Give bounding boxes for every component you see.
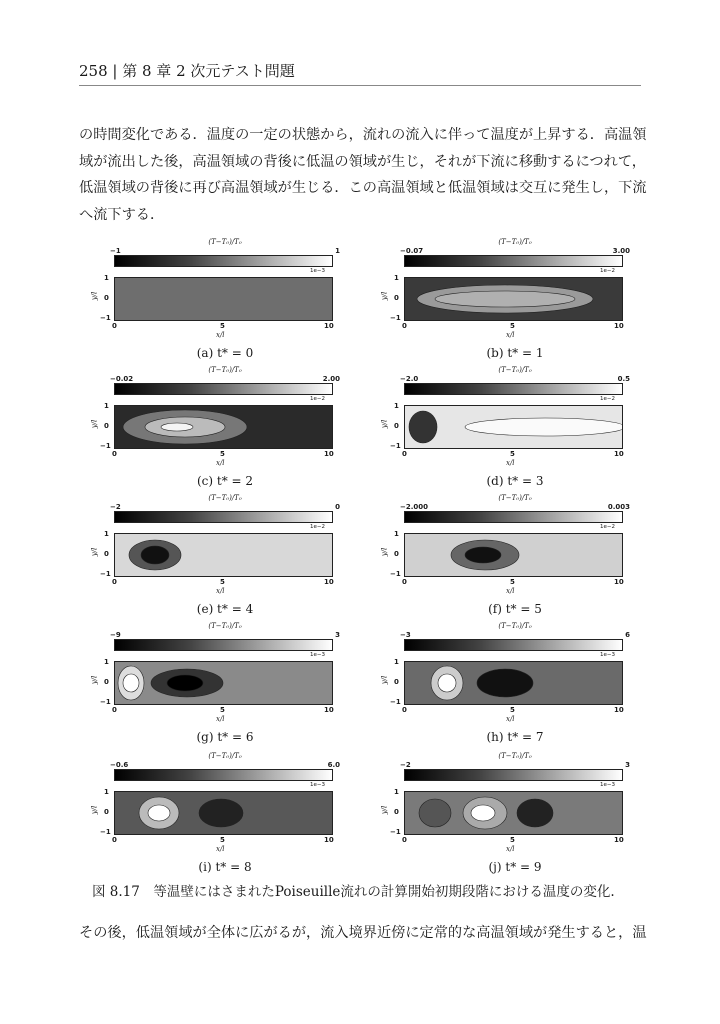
text-line: 低温領域の背後に再び高温領域が生じる．この高温領域と低温領域は交互に発生し，下流	[79, 180, 647, 196]
y-tick: 0	[104, 422, 109, 430]
panel-caption: (f) t* = 5	[488, 602, 542, 616]
x-axis-label: x/l	[506, 331, 515, 339]
colorbar-title: (T−T₀)/T₀	[498, 366, 532, 374]
colorbar	[114, 769, 333, 781]
x-axis-label: x/l	[216, 459, 225, 467]
text-line: の時間変化である．温度の一定の状態から，流れの流入に伴って温度が上昇する．高温領	[79, 127, 647, 143]
x-tick: 5	[510, 836, 515, 844]
contour-region	[123, 674, 139, 692]
colorbar-min: −1	[110, 247, 121, 255]
colorbar-min: −0.6	[110, 761, 129, 769]
y-tick: 0	[394, 808, 399, 816]
temperature-field	[405, 792, 622, 834]
plot-area	[404, 277, 623, 321]
y-tick: −1	[390, 442, 401, 450]
y-axis-label: y/l	[90, 419, 99, 429]
y-tick: 1	[104, 788, 109, 796]
plot-area	[114, 791, 333, 835]
plot-area	[114, 405, 333, 449]
x-tick: 10	[614, 836, 624, 844]
plot-area	[404, 791, 623, 835]
temperature-field	[405, 662, 622, 704]
temperature-field	[405, 278, 622, 320]
colorbar-title: (T−T₀)/T₀	[498, 752, 532, 760]
x-tick: 5	[510, 450, 515, 458]
x-axis-label: x/l	[506, 715, 515, 723]
x-tick: 5	[220, 706, 225, 714]
panel-caption: (b) t* = 1	[486, 346, 544, 360]
x-tick: 0	[112, 450, 117, 458]
y-tick: −1	[100, 828, 111, 836]
contour-region	[419, 799, 451, 827]
colorbar-max: 0.003	[607, 503, 630, 511]
x-tick: 0	[402, 322, 407, 330]
x-tick: 5	[220, 836, 225, 844]
colorbar-exponent: 1e−3	[600, 652, 615, 658]
x-tick: 10	[324, 322, 334, 330]
y-tick: 0	[394, 678, 399, 686]
y-tick: 1	[104, 530, 109, 538]
running-header: 258 | 第 8 章 2 次元テスト問題	[79, 62, 295, 80]
x-axis-label: x/l	[506, 587, 515, 595]
x-tick: 0	[112, 578, 117, 586]
y-tick: 0	[394, 550, 399, 558]
colorbar-min: −2	[110, 503, 121, 511]
y-axis-label: y/l	[380, 547, 389, 557]
y-axis-label: y/l	[90, 547, 99, 557]
x-axis-label: x/l	[216, 845, 225, 853]
colorbar-max: 3.00	[612, 247, 630, 255]
panel-caption: (d) t* = 3	[486, 474, 544, 488]
contour-region	[477, 669, 533, 697]
contour-region	[409, 411, 437, 443]
colorbar-exponent: 1e−2	[600, 268, 615, 274]
colorbar	[114, 511, 333, 523]
x-tick: 10	[614, 322, 624, 330]
colorbar-title: (T−T₀)/T₀	[208, 494, 242, 502]
temperature-field	[405, 406, 622, 448]
text-line: 域が流出した後，高温領域の背後に低温の領域が生じ，それが下流に移動するにつれて，	[79, 153, 646, 170]
contour-region	[161, 423, 193, 431]
contour-region	[148, 805, 170, 821]
x-tick: 10	[614, 578, 624, 586]
panel-caption: (e) t* = 4	[196, 602, 254, 616]
colorbar-exponent: 1e−2	[600, 524, 615, 530]
x-tick: 5	[510, 578, 515, 586]
colorbar-title: (T−T₀)/T₀	[498, 238, 532, 246]
x-tick: 5	[220, 578, 225, 586]
panel-caption: (i) t* = 8	[198, 860, 252, 874]
y-tick: −1	[100, 570, 111, 578]
y-axis-label: y/l	[90, 675, 99, 685]
colorbar-max: 6.0	[327, 761, 340, 769]
y-axis-label: y/l	[380, 805, 389, 815]
y-tick: 1	[104, 274, 109, 282]
temperature-field	[115, 278, 332, 320]
colorbar-max: 6	[625, 631, 630, 639]
y-tick: 1	[394, 658, 399, 666]
x-tick: 5	[220, 322, 225, 330]
y-tick: −1	[390, 570, 401, 578]
colorbar-max: 0.5	[617, 375, 630, 383]
x-tick: 10	[324, 450, 334, 458]
y-tick: 1	[104, 402, 109, 410]
x-tick: 0	[112, 706, 117, 714]
colorbar-exponent: 1e−2	[600, 396, 615, 402]
colorbar-min: −0.02	[110, 375, 134, 383]
colorbar-min: −3	[400, 631, 411, 639]
colorbar	[114, 255, 333, 267]
colorbar-exponent: 1e−3	[600, 782, 615, 788]
y-tick: −1	[390, 314, 401, 322]
colorbar-min: −9	[110, 631, 121, 639]
colorbar	[404, 255, 623, 267]
text-line: へ流下する．	[79, 206, 165, 223]
y-tick: 0	[104, 294, 109, 302]
colorbar-exponent: 1e−3	[310, 652, 325, 658]
plot-area	[114, 533, 333, 577]
y-tick: 1	[394, 530, 399, 538]
colorbar-title: (T−T₀)/T₀	[208, 752, 242, 760]
contour-region	[465, 418, 622, 436]
colorbar	[404, 639, 623, 651]
y-tick: 1	[394, 274, 399, 282]
y-tick: 0	[394, 294, 399, 302]
x-tick: 10	[324, 836, 334, 844]
colorbar-max: 1	[335, 247, 340, 255]
y-tick: −1	[390, 828, 401, 836]
colorbar-exponent: 1e−3	[310, 268, 325, 274]
colorbar-max: 3	[625, 761, 630, 769]
contour-region	[465, 547, 501, 563]
colorbar-title: (T−T₀)/T₀	[208, 622, 242, 630]
colorbar-title: (T−T₀)/T₀	[208, 238, 242, 246]
x-tick: 10	[614, 450, 624, 458]
header-rule	[79, 85, 641, 86]
y-tick: 0	[104, 550, 109, 558]
panel-caption: (h) t* = 7	[486, 730, 544, 744]
y-tick: 0	[394, 422, 399, 430]
x-tick: 0	[402, 578, 407, 586]
colorbar-title: (T−T₀)/T₀	[208, 366, 242, 374]
y-tick: 1	[104, 658, 109, 666]
x-tick: 0	[112, 836, 117, 844]
y-tick: −1	[100, 314, 111, 322]
plot-area	[114, 277, 333, 321]
contour-region	[438, 674, 456, 692]
contour-region	[517, 799, 553, 827]
x-tick: 10	[324, 578, 334, 586]
colorbar-max: 3	[335, 631, 340, 639]
field-background	[115, 662, 332, 704]
temperature-field	[115, 406, 332, 448]
colorbar-max: 0	[335, 503, 340, 511]
colorbar	[404, 383, 623, 395]
y-tick: −1	[100, 442, 111, 450]
colorbar-exponent: 1e−2	[310, 396, 325, 402]
colorbar-min: −2.0	[400, 375, 419, 383]
x-tick: 0	[112, 322, 117, 330]
x-tick: 5	[510, 322, 515, 330]
colorbar-title: (T−T₀)/T₀	[498, 622, 532, 630]
x-axis-label: x/l	[506, 459, 515, 467]
contour-region	[167, 675, 203, 691]
plot-area	[404, 533, 623, 577]
contour-region	[471, 805, 495, 821]
contour-region	[435, 291, 575, 307]
plot-area	[404, 661, 623, 705]
x-axis-label: x/l	[506, 845, 515, 853]
temperature-field	[115, 534, 332, 576]
panel-caption: (c) t* = 2	[196, 474, 254, 488]
colorbar	[114, 383, 333, 395]
x-tick: 5	[220, 450, 225, 458]
figure-caption: 図 8.17 等温壁にはさまれたPoiseuille流れの計算開始初期段階における温度の変化.	[92, 884, 615, 900]
colorbar-title: (T−T₀)/T₀	[498, 494, 532, 502]
y-tick: −1	[390, 698, 401, 706]
panel-caption: (a) t* = 0	[196, 346, 254, 360]
intro-paragraph	[79, 122, 645, 228]
colorbar-min: −0.07	[400, 247, 424, 255]
x-tick: 5	[510, 706, 515, 714]
y-tick: 0	[104, 808, 109, 816]
panel-caption: (g) t* = 6	[196, 730, 254, 744]
y-axis-label: y/l	[380, 419, 389, 429]
temperature-field	[115, 792, 332, 834]
plot-area	[404, 405, 623, 449]
colorbar	[404, 511, 623, 523]
y-tick: 1	[394, 788, 399, 796]
panel-caption: (j) t* = 9	[488, 860, 542, 874]
colorbar-max: 2.00	[322, 375, 340, 383]
colorbar-min: −2.000	[400, 503, 429, 511]
x-axis-label: x/l	[216, 715, 225, 723]
colorbar	[114, 639, 333, 651]
field-background	[115, 278, 332, 320]
contour-region	[141, 546, 169, 564]
colorbar-exponent: 1e−3	[310, 782, 325, 788]
x-tick: 10	[324, 706, 334, 714]
y-tick: −1	[100, 698, 111, 706]
y-tick: 1	[394, 402, 399, 410]
plot-area	[114, 661, 333, 705]
colorbar-min: −2	[400, 761, 411, 769]
x-axis-label: x/l	[216, 331, 225, 339]
y-axis-label: y/l	[380, 675, 389, 685]
y-tick: 0	[104, 678, 109, 686]
x-tick: 0	[402, 706, 407, 714]
text-line: その後，低温領域が全体に広がるが，流入境界近傍に定常的な高温領域が発生すると，温	[79, 925, 647, 941]
y-axis-label: y/l	[380, 291, 389, 301]
following-paragraph	[79, 920, 645, 947]
colorbar	[404, 769, 623, 781]
y-axis-label: y/l	[90, 291, 99, 301]
contour-region	[199, 799, 243, 827]
x-axis-label: x/l	[216, 587, 225, 595]
colorbar-exponent: 1e−2	[310, 524, 325, 530]
x-tick: 0	[402, 836, 407, 844]
temperature-field	[405, 534, 622, 576]
x-tick: 0	[402, 450, 407, 458]
temperature-field	[115, 662, 332, 704]
y-axis-label: y/l	[90, 805, 99, 815]
x-tick: 10	[614, 706, 624, 714]
